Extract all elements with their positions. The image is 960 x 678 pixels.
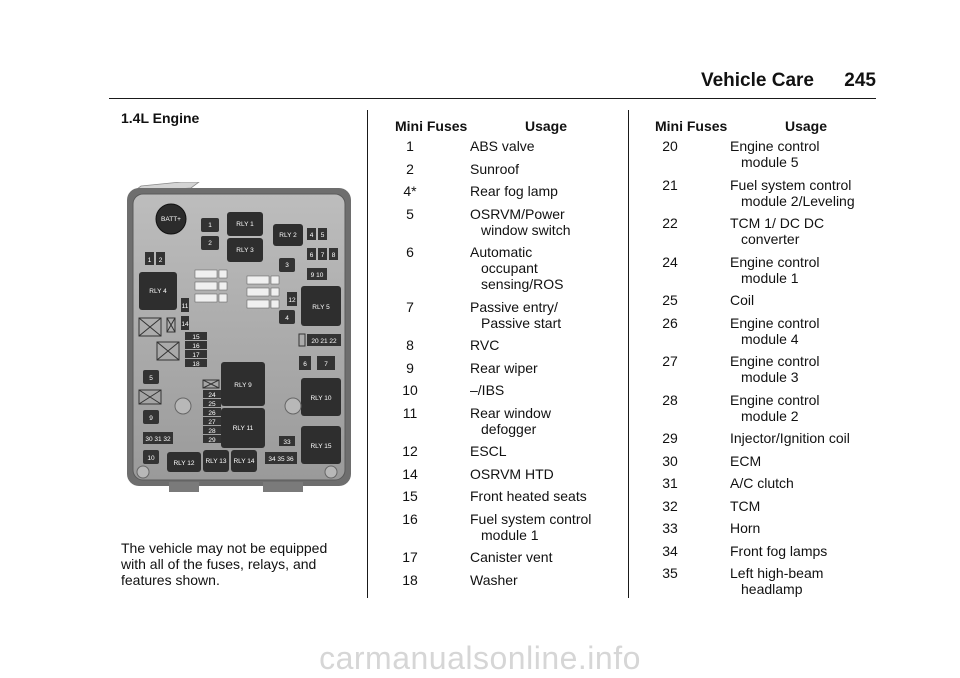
fuse-usage bbox=[470, 206, 620, 238]
fuse-number: 32 bbox=[662, 497, 678, 514]
svg-text:27: 27 bbox=[208, 419, 216, 426]
fuse-number: 30 bbox=[662, 452, 678, 469]
fuse-number: 27 bbox=[662, 353, 678, 369]
usage-line: Rear fog lamp bbox=[470, 183, 558, 199]
usage-line: Sunroof bbox=[470, 160, 520, 177]
relay-label: RLY 11 bbox=[232, 425, 254, 432]
fuse-usage bbox=[470, 360, 620, 376]
fuse-number: 25 bbox=[662, 292, 678, 308]
usage-line: Engine control bbox=[730, 353, 820, 369]
svg-text:1: 1 bbox=[147, 257, 152, 264]
svg-text:34 35 36: 34 35 36 bbox=[268, 456, 294, 463]
usage-line: occupant bbox=[481, 260, 538, 276]
fuse-usage bbox=[730, 177, 880, 209]
usage-line: module 3 bbox=[741, 369, 799, 385]
usage-line: Engine control bbox=[730, 138, 820, 154]
usage-line: A/C clutch bbox=[730, 475, 794, 491]
fuse-number: 15 bbox=[402, 488, 418, 504]
svg-text:24: 24 bbox=[208, 392, 216, 399]
svg-text:4: 4 bbox=[285, 315, 289, 322]
fuse-number: 7 bbox=[406, 298, 414, 315]
fuse-number: 24 bbox=[662, 253, 678, 270]
svg-text:3: 3 bbox=[285, 262, 289, 269]
fuse-table-right bbox=[640, 118, 880, 598]
usage-line: Front fog lamps bbox=[730, 542, 828, 559]
relay-label: RLY 13 bbox=[205, 458, 227, 465]
fuse-usage bbox=[730, 475, 880, 491]
fuse-column-header: Mini Fuses bbox=[395, 118, 468, 134]
section-title: Vehicle Care bbox=[700, 70, 814, 91]
usage-line: RVC bbox=[470, 337, 500, 353]
usage-line: Engine control bbox=[730, 253, 820, 270]
usage-line: –/IBS bbox=[470, 382, 505, 398]
usage-line: Horn bbox=[730, 520, 761, 536]
equipment-note: The vehicle may not be equipped with all of the fuses, relays, and features shown. bbox=[121, 540, 328, 588]
usage-line: Passive start bbox=[481, 314, 562, 331]
svg-text:14: 14 bbox=[181, 321, 189, 328]
usage-line: Rear window bbox=[470, 404, 551, 421]
usage-line: ESCL bbox=[470, 443, 507, 459]
relay-label: RLY 2 bbox=[279, 232, 297, 239]
usage-line: module 2/Leveling bbox=[741, 192, 855, 209]
fuse-usage bbox=[730, 453, 880, 469]
svg-text:29: 29 bbox=[208, 437, 216, 444]
usage-line: sensing/ROS bbox=[481, 276, 564, 292]
fuse-usage bbox=[470, 337, 620, 353]
fuse-number: 16 bbox=[402, 510, 418, 527]
relay-label: RLY 5 bbox=[312, 304, 330, 311]
fuse-usage bbox=[470, 405, 620, 437]
fuse-usage bbox=[730, 565, 880, 597]
usage-line: module 2 bbox=[741, 407, 799, 424]
fuse-usage bbox=[730, 498, 880, 514]
svg-text:16: 16 bbox=[192, 343, 200, 350]
fuse-number: 18 bbox=[402, 571, 418, 588]
svg-text:9 10: 9 10 bbox=[310, 272, 324, 279]
usage-line: Coil bbox=[730, 292, 755, 308]
svg-text:18: 18 bbox=[192, 361, 200, 368]
fuse-number: 9 bbox=[406, 359, 414, 376]
svg-text:15: 15 bbox=[192, 334, 200, 341]
fuse-number: 34 bbox=[662, 542, 678, 559]
svg-text:6: 6 bbox=[303, 361, 307, 368]
relay-label: RLY 4 bbox=[149, 288, 167, 295]
relay-label: RLY 9 bbox=[234, 382, 252, 389]
fuse-usage bbox=[730, 430, 880, 446]
fuse-number: 5 bbox=[406, 205, 414, 222]
fuse-table-left bbox=[380, 118, 620, 598]
usage-line: Injector/Ignition coil bbox=[730, 430, 850, 446]
fuse-number: 21 bbox=[662, 176, 678, 193]
fuse-number: 6 bbox=[406, 244, 414, 260]
fuse-usage bbox=[470, 382, 620, 398]
usage-line: window switch bbox=[481, 221, 571, 238]
fuse-usage bbox=[470, 488, 620, 504]
svg-text:4: 4 bbox=[309, 232, 314, 239]
fuse-usage bbox=[470, 138, 620, 154]
fuse-usage bbox=[730, 543, 880, 559]
fuse-usage bbox=[730, 254, 880, 286]
watermark: carmanualsonline.info bbox=[319, 640, 641, 676]
fuse-usage bbox=[470, 183, 620, 199]
fuse-usage bbox=[470, 299, 620, 331]
fuse-number: 33 bbox=[662, 520, 678, 536]
svg-text:10: 10 bbox=[147, 455, 155, 462]
usage-line: Engine control bbox=[730, 391, 820, 408]
fuse-usage bbox=[730, 215, 880, 247]
usage-column-header: Usage bbox=[785, 118, 828, 134]
usage-line: Left high-beam bbox=[730, 565, 824, 581]
usage-line: module 5 bbox=[741, 154, 799, 170]
usage-line: Engine control bbox=[730, 314, 820, 331]
svg-text:2: 2 bbox=[208, 240, 212, 247]
svg-text:11: 11 bbox=[181, 303, 189, 310]
fuse-usage bbox=[470, 572, 620, 588]
usage-line: OSRVM HTD bbox=[470, 465, 554, 482]
relay-label: RLY 1 bbox=[236, 221, 254, 228]
usage-line: Canister vent bbox=[470, 549, 553, 565]
fuse-number: 10 bbox=[402, 382, 418, 398]
fuse-number: 12 bbox=[402, 443, 418, 459]
fuse-usage bbox=[470, 466, 620, 482]
relay-label: RLY 15 bbox=[310, 443, 332, 450]
usage-column-header: Usage bbox=[525, 118, 568, 134]
svg-text:26: 26 bbox=[208, 410, 216, 417]
relay-label: RLY 14 bbox=[233, 458, 255, 465]
svg-text:7: 7 bbox=[324, 361, 328, 368]
svg-text:20 21 22: 20 21 22 bbox=[311, 338, 337, 345]
fuse-usage bbox=[730, 520, 880, 536]
svg-text:28: 28 bbox=[208, 428, 216, 435]
fuse-number: 26 bbox=[662, 314, 678, 331]
svg-text:9: 9 bbox=[149, 415, 153, 422]
usage-line: Fuel system control bbox=[470, 510, 592, 527]
usage-line: Front heated seats bbox=[470, 488, 587, 504]
usage-line: TCM bbox=[730, 497, 761, 514]
fuse-number: 14 bbox=[402, 465, 418, 482]
fuse-number: 11 bbox=[402, 404, 418, 421]
usage-line: OSRVM/Power bbox=[470, 205, 565, 222]
fuse-number: 17 bbox=[402, 549, 418, 565]
svg-text:5: 5 bbox=[320, 232, 325, 239]
relay-label: BATT+ bbox=[161, 216, 181, 223]
svg-text:7: 7 bbox=[320, 252, 325, 259]
svg-text:6: 6 bbox=[309, 252, 314, 259]
usage-line: module 1 bbox=[741, 269, 799, 286]
usage-line: headlamp bbox=[741, 581, 803, 597]
fuse-usage bbox=[470, 244, 620, 292]
usage-line: Automatic bbox=[470, 244, 533, 260]
svg-text:25: 25 bbox=[208, 401, 216, 408]
fuse-number: 31 bbox=[662, 475, 678, 491]
page-number: 245 bbox=[844, 70, 876, 91]
engine-title: 1.4L Engine bbox=[121, 110, 200, 126]
header-divider bbox=[109, 98, 876, 99]
usage-line: Fuel system control bbox=[730, 176, 852, 193]
fuse-usage bbox=[470, 511, 620, 543]
svg-text:12: 12 bbox=[288, 297, 296, 304]
svg-text:8: 8 bbox=[331, 252, 336, 259]
fuse-number: 2 bbox=[406, 160, 414, 177]
relay-label: RLY 3 bbox=[236, 247, 254, 254]
fuse-usage bbox=[470, 161, 620, 177]
fuse-number: 8 bbox=[406, 337, 414, 353]
fuse-usage bbox=[470, 549, 620, 565]
fuse-usage bbox=[470, 443, 620, 459]
column-divider-2 bbox=[628, 110, 629, 598]
svg-text:2: 2 bbox=[158, 257, 163, 264]
fuse-number: 35 bbox=[662, 565, 678, 581]
usage-line: converter bbox=[741, 231, 800, 247]
page-header bbox=[0, 70, 876, 100]
usage-line: TCM 1/ DC DC bbox=[730, 215, 825, 231]
usage-line: Washer bbox=[470, 571, 518, 588]
relay-label: RLY 10 bbox=[310, 395, 332, 402]
usage-line: module 4 bbox=[741, 330, 799, 347]
fuse-usage bbox=[730, 353, 880, 385]
svg-text:1: 1 bbox=[208, 222, 212, 229]
svg-text:33: 33 bbox=[283, 439, 291, 446]
svg-text:30 31 32: 30 31 32 bbox=[145, 436, 171, 443]
fuse-usage bbox=[730, 292, 880, 308]
fuse-column-header: Mini Fuses bbox=[655, 118, 728, 134]
fuse-number: 22 bbox=[662, 215, 678, 231]
fuse-usage bbox=[730, 315, 880, 347]
usage-line: ABS valve bbox=[470, 138, 535, 154]
usage-line: Passive entry/ bbox=[470, 298, 558, 315]
fuse-box-diagram bbox=[121, 182, 355, 497]
usage-line: module 1 bbox=[481, 526, 539, 543]
fuse-number: 28 bbox=[662, 391, 678, 408]
fuse-usage bbox=[730, 392, 880, 424]
svg-text:5: 5 bbox=[149, 375, 153, 382]
fuse-number: 1 bbox=[406, 138, 414, 154]
usage-line: Rear wiper bbox=[470, 359, 538, 376]
fuse-usage bbox=[730, 138, 880, 170]
relay-label: RLY 12 bbox=[173, 460, 195, 467]
column-divider-1 bbox=[367, 110, 368, 598]
fuse-number: 20 bbox=[662, 138, 678, 154]
fuse-number: 29 bbox=[662, 430, 678, 446]
fuse-number: 4* bbox=[403, 183, 417, 199]
svg-text:17: 17 bbox=[192, 352, 200, 359]
usage-line: defogger bbox=[481, 420, 537, 437]
usage-line: ECM bbox=[730, 452, 762, 469]
